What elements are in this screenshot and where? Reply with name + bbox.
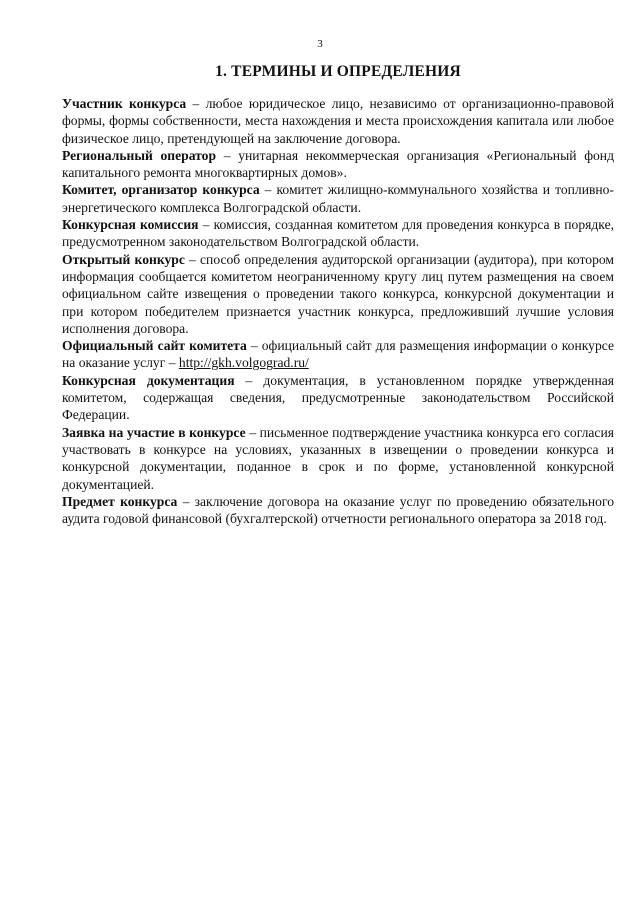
official-site-link[interactable]: http://gkh.volgograd.ru/ — [178, 355, 309, 371]
definition-term: Официальный сайт комитета — [62, 338, 247, 354]
definition-item — [62, 372, 614, 424]
definition-term: Конкурсная документация — [62, 372, 235, 388]
definition-term: Региональный оператор — [62, 147, 217, 163]
definition-term: Предмет конкурса — [62, 493, 178, 509]
definition-text: – заключение договора на оказание услуг по проведению обязательного аудита годовой финансовой (бухгалтерской) отчетности регионального оператора за 2018 год. — [62, 493, 614, 527]
definitions-list — [62, 95, 614, 527]
definition-item — [62, 337, 614, 372]
definition-item — [62, 216, 614, 251]
definition-item — [62, 424, 614, 493]
definition-text: – письменное подтверждение участника конкурса его согласия участвовать в конкурсе на условиях, указанных в извещении о проведении конкурса и конкурсной документации, поданное в срок и по форме, установленной конкурсной документацией. — [62, 424, 614, 492]
definition-item — [62, 95, 614, 147]
definition-text: – комитет жилищно-коммунального хозяйства и топливно-энергетического комплекса Волгоградской области. — [62, 182, 614, 215]
definition-text: – комиссия, созданная комитетом для проведения конкурса в порядке, предусмотренном законодательством Волгоградской области. — [62, 217, 615, 250]
definition-term: Комитет, организатор конкурса — [62, 182, 260, 198]
section-title: 1. ТЕРМИНЫ И ОПРЕДЕЛЕНИЯ — [215, 63, 461, 80]
definition-text: – унитарная некоммерческая организация «Региональный фонд капитального ремонта многоквартирных домов». — [62, 147, 614, 181]
definition-text: – любое юридическое лицо, независимо от организационно-правовой формы, формы собственности, места нахождения и места происхождения капитала или любое физическое лицо, претендующей на заключение договора. — [62, 96, 614, 146]
definition-item — [62, 251, 614, 337]
definition-text: – способ определения аудиторской организации (аудитора), при котором информация сообщается комитетом неограниченному кругу лиц путем размещения на своем официальном сайте извещения о проведении такого конкурса, конкурсной документации и при котором победителем признается участник конкурса, предложивший лучшие условия исполнения договора. — [62, 251, 615, 336]
definition-item — [62, 493, 614, 528]
definition-term: Открытый конкурс — [62, 251, 185, 267]
definition-text: – официальный сайт для размещения информации о конкурсе на оказание услуг – — [62, 338, 614, 371]
definition-term: Участник конкурса — [62, 96, 187, 111]
page-number: 3 — [317, 38, 323, 50]
definition-term: Заявка на участие в конкурсе — [62, 424, 246, 440]
definition-term: Конкурсная комиссия — [62, 217, 199, 233]
definition-text: – документация, в установленном порядке утвержденная комитетом, содержащая сведения, предусмотренные законодательством Российской Федерации. — [62, 372, 614, 423]
definition-item — [62, 181, 614, 216]
definition-item — [62, 147, 614, 182]
